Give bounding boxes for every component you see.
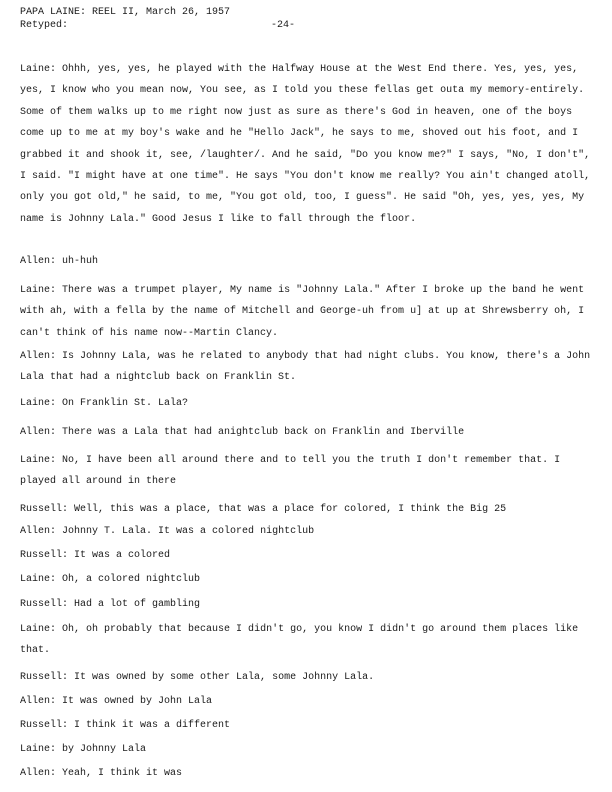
retyped-label: Retyped: bbox=[20, 20, 69, 31]
paragraph-text: I think it was a different bbox=[74, 720, 231, 731]
paragraph-text: There was a Lala that had anightclub back on Franklin and Iberville bbox=[62, 427, 465, 438]
paragraph-text: It was a colored bbox=[74, 550, 171, 561]
paragraph-allen bbox=[20, 521, 596, 542]
paragraph-laine bbox=[20, 739, 596, 760]
speaker-label: Allen : bbox=[20, 768, 62, 779]
paragraph-text: Is Johnny Lala, was he related to anybody that had night clubs. You know, there's a John Lala that had a nightclub back on Franklin St. bbox=[20, 351, 591, 384]
paragraph-text: On Franklin St. Lala? bbox=[62, 398, 189, 409]
paragraph-text: It was owned by some other Lala, some Johnny Lala. bbox=[74, 672, 375, 683]
paragraph-laine bbox=[20, 393, 596, 414]
paragraph-text: Oh, oh probably that because I didn't go, you know I didn't go around them places like that. bbox=[20, 624, 579, 657]
paragraph-text: No, I have been all around there and to tell you the truth I don't remember that. I played all around in there bbox=[20, 455, 561, 488]
paragraph-text: Ohhh, yes, yes, he played with the Halfway House at the West End there. Yes, yes, yes, yes, I know who you mean now, You see, as I told you these fellas get outa my memory-entirely. Some of them walks up to me right now just as sure as there's God in heaven, one of the boys come up to me at my boy's wake and he "Hello Jack", he says to me, shoved out his foot, and I grabbed it and shook it, see, /laughter/. And he said, "Do you know me?" I says, "No, I don't", I said. "I might have at one time". He says "You don't know me really? You ain't changed atoll, only you got old," he said, to me, "You got old, too, I guess". He said "Oh, yes, yes, yes, My name is Johnny Lala." Good Jesus I like to fall through the floor. bbox=[20, 64, 591, 225]
speaker-label: Laine : bbox=[20, 64, 62, 75]
paragraph-russell bbox=[20, 545, 596, 566]
paragraph-allen bbox=[20, 763, 596, 784]
paragraph-text: Johnny T. Lala. It was a colored nightclub bbox=[62, 526, 315, 537]
speaker-label: Laine : bbox=[20, 574, 62, 585]
paragraph-text: by Johnny Lala bbox=[62, 744, 147, 755]
speaker-label: Laine : bbox=[20, 744, 62, 755]
paragraph-russell bbox=[20, 715, 596, 736]
paragraph-laine bbox=[20, 280, 596, 344]
speaker-label: Allen : bbox=[20, 427, 62, 438]
paragraph-laine bbox=[20, 569, 596, 590]
speaker-label: Allen : bbox=[20, 256, 62, 267]
speaker-label: Russell : bbox=[20, 672, 74, 683]
paragraph-allen bbox=[20, 251, 596, 272]
speaker-label: Laine : bbox=[20, 455, 62, 466]
speaker-label: Russell : bbox=[20, 599, 74, 610]
document-title: PAPA LAINE: REEL II, March 26, 1957 bbox=[20, 7, 231, 18]
paragraph-laine bbox=[20, 619, 596, 662]
speaker-label: Laine : bbox=[20, 285, 62, 296]
paragraph-text: uh-huh bbox=[62, 256, 99, 267]
paragraph-text: Well, this was a place, that was a place for colored, I think the Big 25 bbox=[74, 504, 507, 515]
paragraph-russell bbox=[20, 499, 596, 520]
paragraph-text: There was a trumpet player, My name is "Johnny Lala." After I broke up the band he went with ah, with a fella by the name of Mitchell and George-uh from u] at up at Shrewsberry oh, I can't think of his name now--Martin Clancy. bbox=[20, 285, 585, 339]
paragraph-russell bbox=[20, 667, 596, 688]
paragraph-text: Oh, a colored nightclub bbox=[62, 574, 201, 585]
paragraph-allen bbox=[20, 422, 596, 443]
paragraph-text: It was owned by John Lala bbox=[62, 696, 213, 707]
speaker-label: Laine : bbox=[20, 624, 62, 635]
paragraph-allen bbox=[20, 346, 596, 389]
speaker-label: Russell : bbox=[20, 720, 74, 731]
speaker-label: Russell : bbox=[20, 550, 74, 561]
paragraph-allen bbox=[20, 691, 596, 712]
speaker-label: Laine : bbox=[20, 398, 62, 409]
paragraph-laine bbox=[20, 59, 596, 230]
speaker-label: Allen : bbox=[20, 351, 62, 362]
paragraph-text: Yeah, I think it was bbox=[62, 768, 183, 779]
paragraph-laine bbox=[20, 450, 596, 493]
speaker-label: Allen : bbox=[20, 696, 62, 707]
paragraph-russell bbox=[20, 594, 596, 615]
speaker-label: Allen : bbox=[20, 526, 62, 537]
speaker-label: Russell : bbox=[20, 504, 74, 515]
page-number: -24- bbox=[271, 20, 296, 31]
paragraph-text: Had a lot of gambling bbox=[74, 599, 201, 610]
